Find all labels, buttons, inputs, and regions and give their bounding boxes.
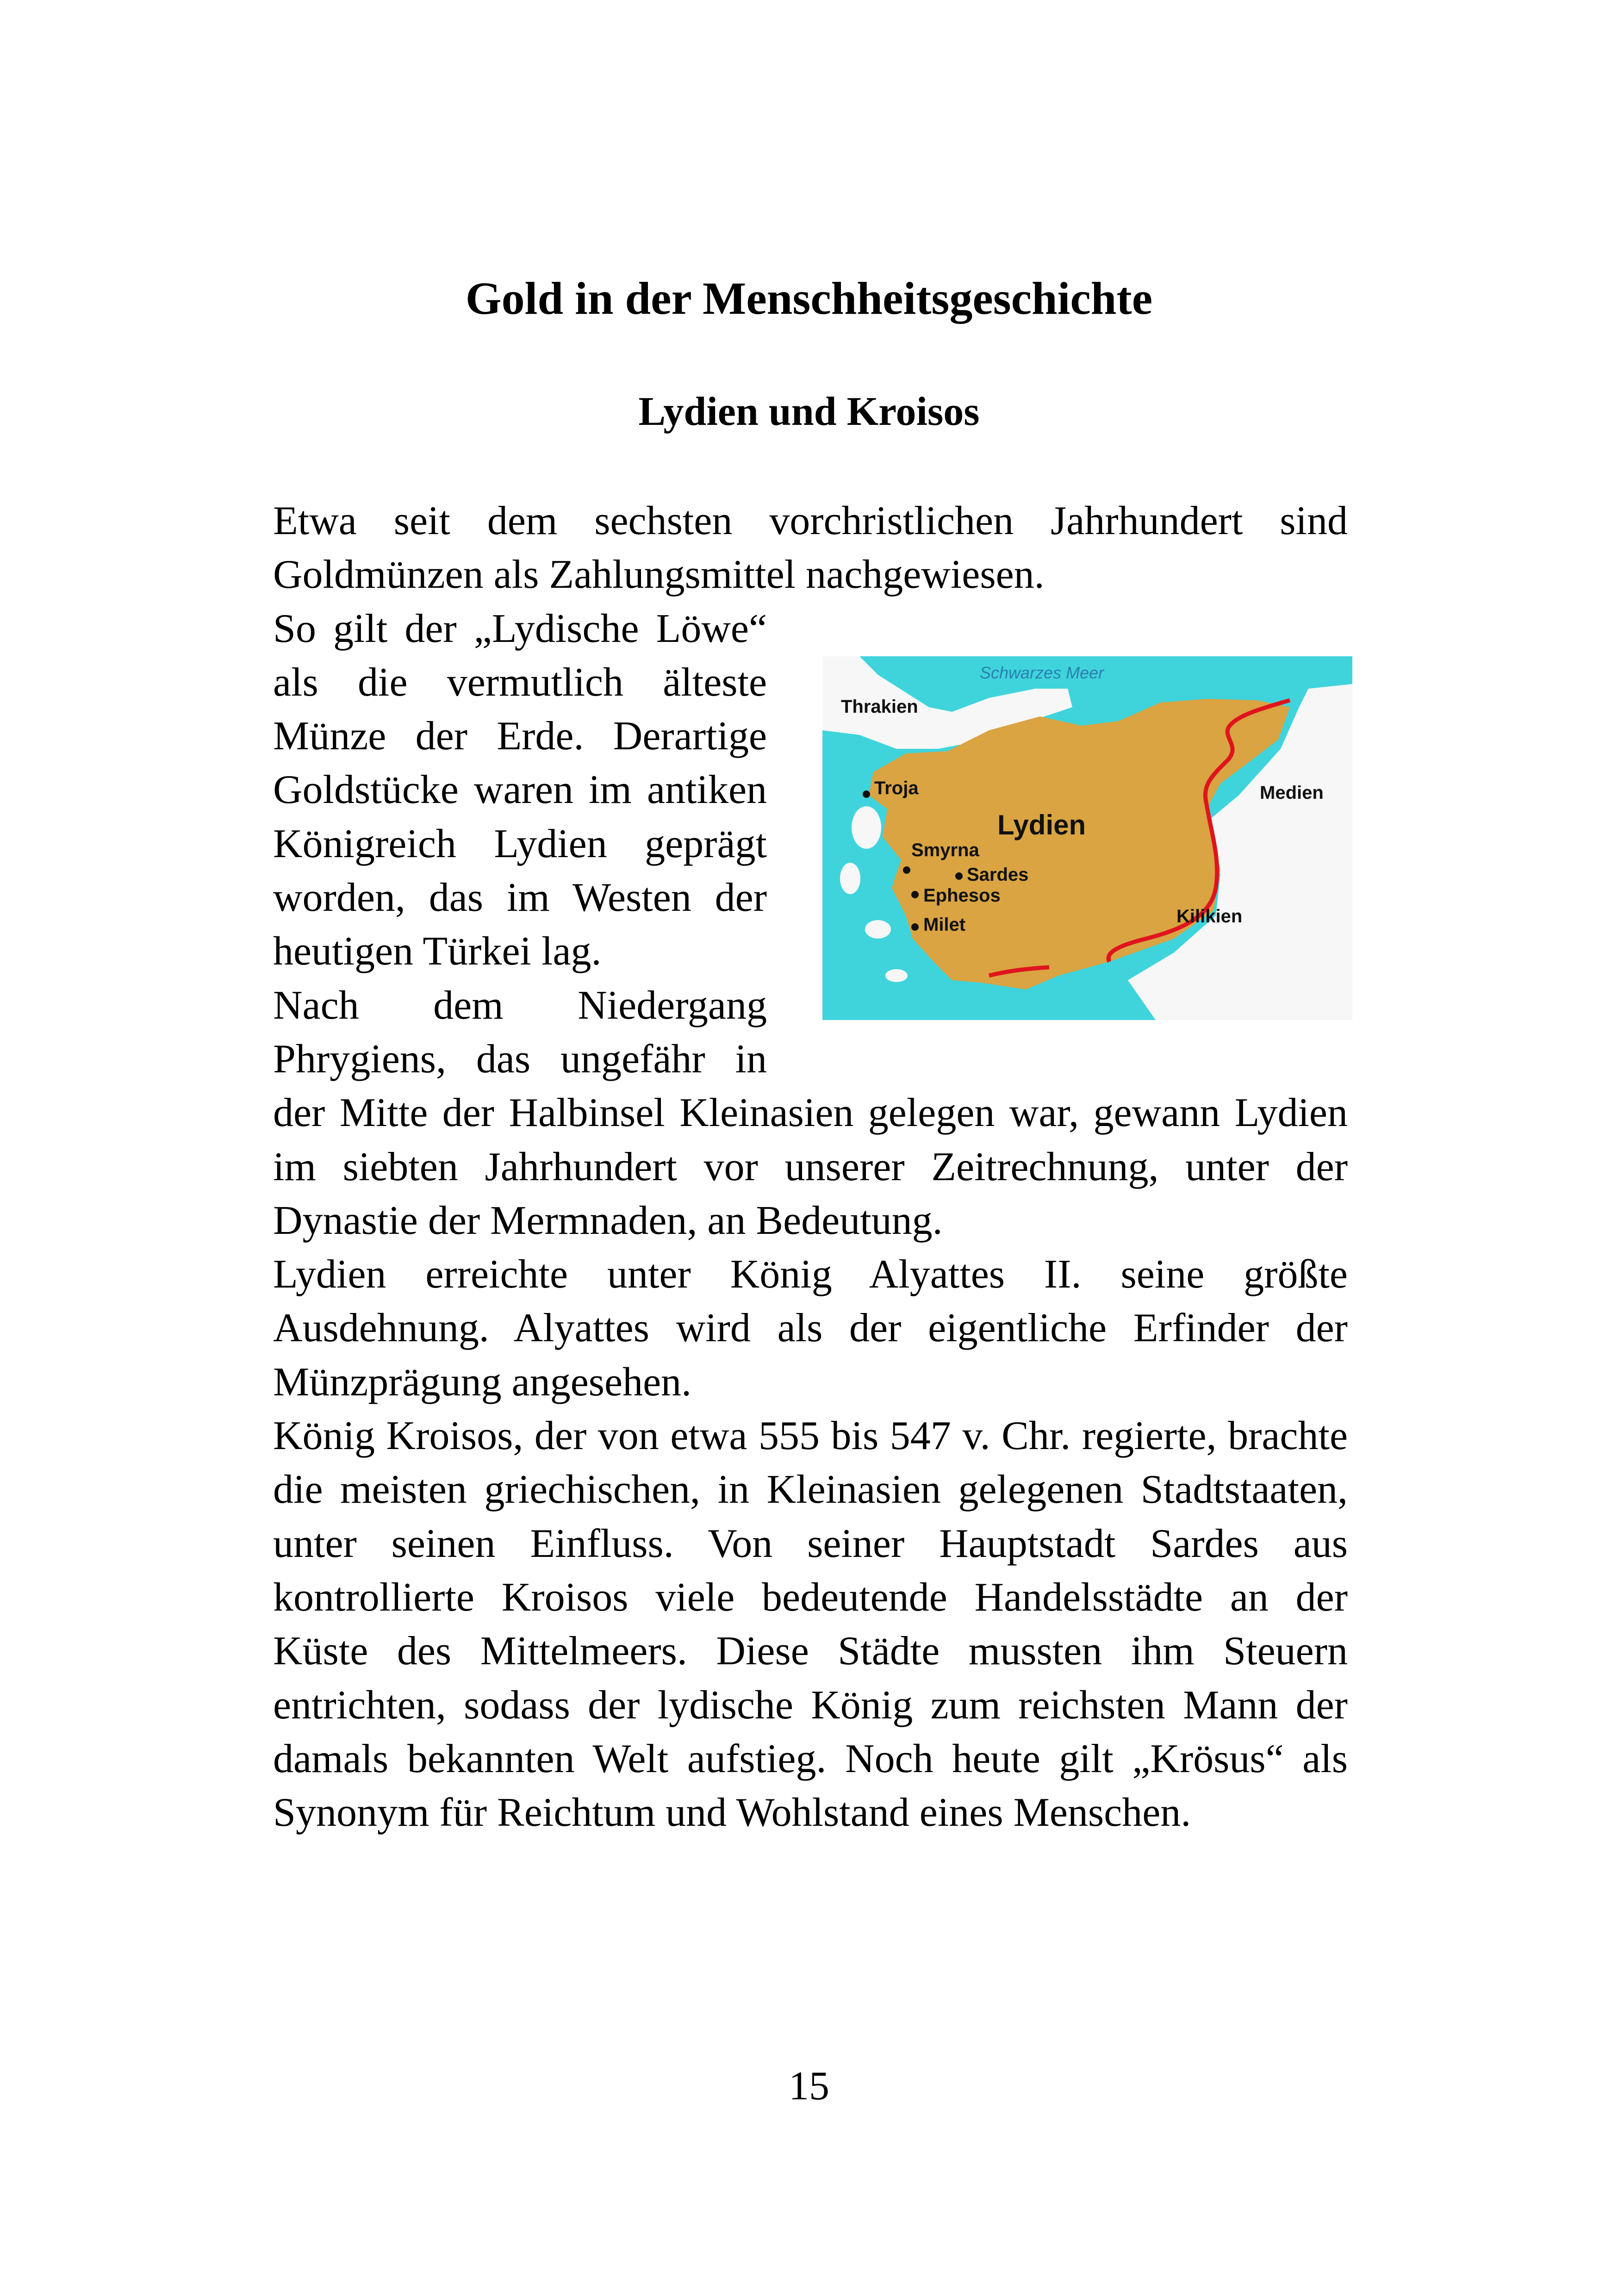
map-island-kos <box>885 969 908 982</box>
map-dot-smyrna <box>903 866 910 874</box>
map-label-miletus: Milet <box>923 914 966 935</box>
paragraph-3: Nach dem Niedergang Phrygiens, das ungefähr in der Mitte der Halbinsel Kleinasien gelegen war, gewann Lydien im siebten Jahrhundert vor unserer Zeitrechnung, unter der Dynastie der Mermnaden, an Bedeutung. <box>273 983 1348 1243</box>
map-label-cilicia: Kilikien <box>1176 906 1243 927</box>
map-island-samos <box>865 920 891 939</box>
map-island-lesbos <box>852 806 881 849</box>
section-subtitle: Lydien und Kroisos <box>638 389 980 434</box>
paragraph-1: Etwa seit dem sechsten vorchristlichen Jahrhundert sind Goldmünzen als Zahlungsmittel nachgewiesen. <box>273 498 1348 597</box>
map-label-sardis: Sardes <box>967 864 1029 885</box>
map-dot-troy <box>863 790 870 798</box>
map-dot-ephesus <box>911 891 919 898</box>
lydia-map <box>822 656 1352 1020</box>
map-label-smyrna: Smyrna <box>911 840 979 860</box>
paragraph-4: Lydien erreichte unter König Alyattes II. seine größte Ausdehnung. Alyattes wird als der eigentliche Erfinder der Münzprägung angesehen. <box>273 1252 1348 1405</box>
map-label-kingdom: Lydien <box>997 809 1086 840</box>
map-island-chios <box>840 863 860 894</box>
map-dot-sardis <box>955 872 963 880</box>
page-title: Gold in der Menschheitsgeschichte <box>465 273 1153 324</box>
page-number: 15 <box>789 2064 829 2109</box>
body-text <box>273 494 1348 1840</box>
map-label-troy: Troja <box>874 778 919 798</box>
map-dot-miletus <box>911 923 919 931</box>
map-label-ephesus: Ephesos <box>923 885 1001 906</box>
paragraph-2: So gilt der „Lydische Löwe“ als die vermutlich älteste Münze der Erde. Derartige Goldstücke waren im antiken Königreich Lydien geprägt worden, das im Westen der heutigen Türkei lag. <box>273 606 767 974</box>
map-label-sea: Schwarzes Meer <box>980 663 1104 682</box>
map-label-thrace: Thrakien <box>841 696 918 717</box>
map-label-media: Medien <box>1260 782 1324 803</box>
paragraph-5: König Kroisos, der von etwa 555 bis 547 v. Chr. regierte, brachte die meisten griechischen, in Kleinasien gelegenen Stadtstaaten, unter seinen Einfluss. Von seiner Hauptstadt Sardes aus kontrollierte Kroisos viele bedeutende Handelsstädte an der Küste des Mittelmeers. Diese Städte mussten ihm Steuern entrichten, sodass der lydische König zum reichsten Mann der damals bekannten Welt aufstieg. Noch heute gilt „Krösus“ als Synonym für Reichtum und Wohlstand eines Menschen. <box>273 1413 1348 1836</box>
